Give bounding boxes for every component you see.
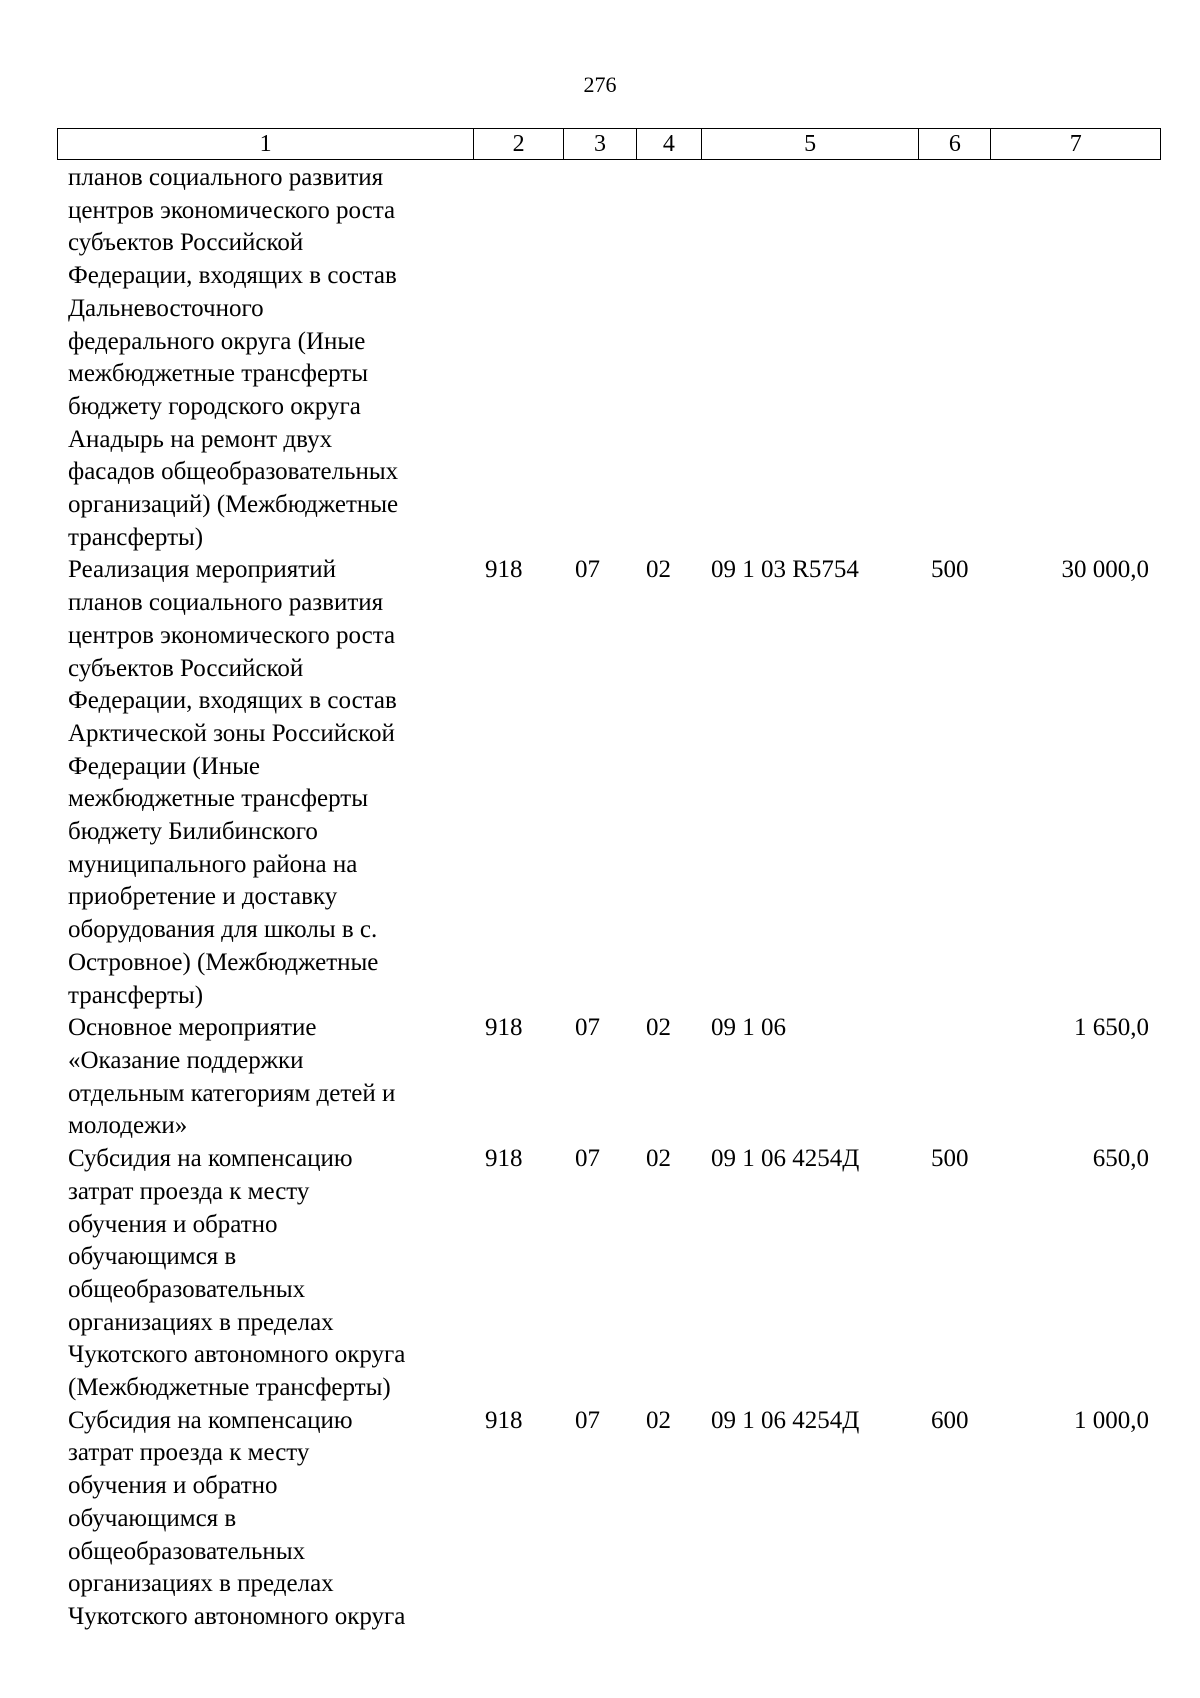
item-name-line: организациях в пределах bbox=[68, 1308, 334, 1336]
target-article-cell: 09 1 06 4254Д bbox=[711, 1145, 860, 1173]
item-name-line: молодежи» bbox=[68, 1112, 188, 1140]
item-name-line: Арктической зоны Российской bbox=[68, 719, 395, 747]
item-name-line: планов социального развития bbox=[68, 589, 384, 617]
item-name-line: Дальневосточного bbox=[68, 294, 264, 322]
sum-cell: 650,0 bbox=[1092, 1145, 1149, 1173]
item-name-line: Чукотского автономного округа bbox=[68, 1602, 406, 1630]
expense-type-cell bbox=[919, 1012, 991, 1143]
item-name-line: бюджету городского округа bbox=[68, 392, 361, 420]
subsection-cell: 02 bbox=[646, 1406, 671, 1434]
item-name-line: Федерации, входящих в состав bbox=[68, 687, 397, 715]
header-col-1: 1 bbox=[259, 131, 272, 157]
item-name-line: общеобразовательных bbox=[68, 1275, 306, 1303]
item-name-line: Федерации (Иные bbox=[68, 752, 260, 780]
item-name-line: Основное мероприятие bbox=[68, 1014, 317, 1042]
item-name-line: приобретение и доставку bbox=[68, 883, 338, 911]
item-name-line: оборудования для школы в с. bbox=[68, 916, 378, 944]
item-name-line: (Межбюджетные трансферты) bbox=[68, 1374, 391, 1402]
header-col-2: 2 bbox=[473, 129, 563, 159]
expense-type-cell bbox=[919, 162, 991, 554]
sum-cell bbox=[991, 162, 1161, 554]
budget-code-cell: 918 bbox=[485, 556, 523, 584]
header-col-3: 3 bbox=[563, 129, 636, 159]
header-col-4: 4 bbox=[636, 129, 701, 159]
item-name-line: Субсидия на компенсацию bbox=[68, 1145, 353, 1173]
budget-code-cell: 918 bbox=[485, 1145, 523, 1173]
budget-code-cell: 918 bbox=[485, 1406, 523, 1434]
item-name-line: организаций) (Межбюджетные bbox=[68, 491, 399, 519]
item-name-line: отдельным категориям детей и bbox=[68, 1079, 396, 1107]
item-name-line: обучения и обратно bbox=[68, 1210, 278, 1238]
header-col-6: 6 bbox=[918, 129, 990, 159]
item-name-line: межбюджетные трансферты bbox=[68, 785, 368, 813]
item-name-line: организациях в пределах bbox=[68, 1570, 334, 1598]
item-name-cell bbox=[57, 1405, 473, 1634]
item-name-line: обучения и обратно bbox=[68, 1472, 278, 1500]
section-cell bbox=[563, 162, 636, 554]
table-row bbox=[57, 162, 1161, 554]
table-row bbox=[57, 554, 1161, 1012]
budget-code-cell: 918 bbox=[485, 1014, 523, 1042]
section-cell: 07 bbox=[575, 1014, 600, 1042]
budget-code-cell bbox=[473, 162, 563, 554]
subsection-cell: 02 bbox=[646, 1145, 671, 1173]
item-name-line: обучающимся в bbox=[68, 1504, 237, 1532]
item-name-line: общеобразовательных bbox=[68, 1537, 306, 1565]
item-name-cell bbox=[57, 162, 473, 554]
item-name-line: «Оказание поддержки bbox=[68, 1046, 304, 1074]
target-article-cell: 09 1 06 4254Д bbox=[711, 1406, 860, 1434]
header-col-7: 7 bbox=[990, 129, 1160, 159]
table-row bbox=[57, 1012, 1161, 1143]
item-name-line: федерального округа (Иные bbox=[68, 327, 366, 355]
target-article-cell: 09 1 06 bbox=[711, 1014, 786, 1042]
item-name-cell bbox=[57, 1012, 473, 1143]
header-col-5: 5 bbox=[701, 129, 919, 159]
subsection-cell: 02 bbox=[646, 1014, 671, 1042]
item-name-line: муниципального района на bbox=[68, 850, 358, 878]
item-name-cell bbox=[57, 554, 473, 1012]
table-body bbox=[57, 162, 1161, 1634]
item-name-cell bbox=[57, 1143, 473, 1405]
sum-cell: 1 650,0 bbox=[1074, 1014, 1149, 1042]
subsection-cell bbox=[636, 162, 701, 554]
table-row bbox=[57, 1143, 1161, 1405]
expense-type-cell: 600 bbox=[931, 1406, 969, 1434]
item-name-line: Реализация мероприятий bbox=[68, 556, 336, 584]
item-name-line: Субсидия на компенсацию bbox=[68, 1406, 353, 1434]
expense-type-cell: 500 bbox=[931, 1145, 969, 1173]
item-name-line: Федерации, входящих в состав bbox=[68, 262, 397, 290]
item-name-line: Островное) (Межбюджетные bbox=[68, 948, 379, 976]
target-article-cell: 09 1 03 R5754 bbox=[711, 556, 859, 584]
item-name-line: межбюджетные трансферты bbox=[68, 360, 368, 388]
section-cell: 07 bbox=[575, 1145, 600, 1173]
target-article-cell bbox=[701, 162, 919, 554]
section-cell: 07 bbox=[575, 1406, 600, 1434]
page-number: 276 bbox=[583, 72, 617, 97]
table-header bbox=[57, 128, 1161, 160]
item-name-line: бюджету Билибинского bbox=[68, 818, 318, 846]
subsection-cell: 02 bbox=[646, 556, 671, 584]
sum-cell: 1 000,0 bbox=[1074, 1406, 1149, 1434]
item-name-line: центров экономического роста bbox=[68, 621, 396, 649]
item-name-line: обучающимся в bbox=[68, 1243, 237, 1271]
sum-cell: 30 000,0 bbox=[1061, 556, 1149, 584]
item-name-line: затрат проезда к месту bbox=[68, 1439, 310, 1467]
item-name-line: трансферты) bbox=[68, 981, 204, 1009]
section-cell: 07 bbox=[575, 556, 600, 584]
item-name-line: планов социального развития bbox=[68, 164, 384, 191]
item-name-line: субъектов Российской bbox=[68, 654, 304, 682]
item-name-line: Чукотского автономного округа bbox=[68, 1341, 406, 1369]
table-row bbox=[57, 1405, 1161, 1634]
item-name-line: трансферты) bbox=[68, 523, 204, 551]
item-name-line: затрат проезда к месту bbox=[68, 1177, 310, 1205]
item-name-line: субъектов Российской bbox=[68, 229, 304, 257]
item-name-line: центров экономического роста bbox=[68, 196, 396, 224]
expense-type-cell: 500 bbox=[931, 556, 969, 584]
item-name-line: Анадырь на ремонт двух bbox=[68, 425, 333, 453]
item-name-line: фасадов общеобразовательных bbox=[68, 458, 399, 486]
